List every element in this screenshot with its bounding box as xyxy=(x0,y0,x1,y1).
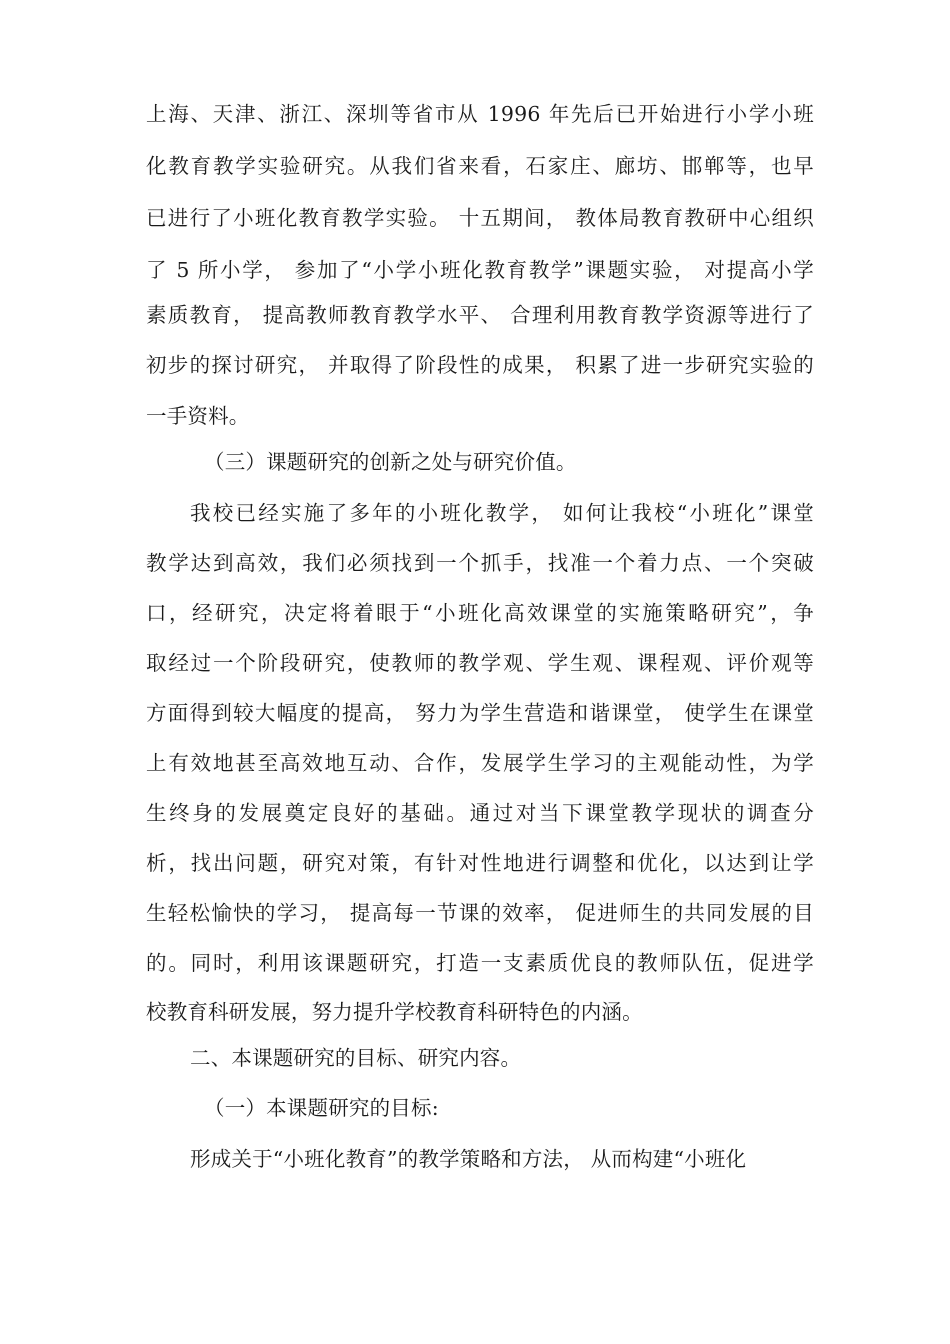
paragraph-line: 析，找出问题，研究对策，有针对性地进行调整和优化，以达到让学 xyxy=(146,851,814,875)
paragraph-line: 的。同时，利用该课题研究，打造一支素质优良的教师队伍，促进学 xyxy=(146,951,814,975)
paragraph-line: 我校已经实施了多年的小班化教学， 如何让我校“小班化”课堂 xyxy=(190,501,814,525)
paragraph-line: 生终身的发展奠定良好的基础。通过对当下课堂教学现状的调查分 xyxy=(146,801,814,825)
paragraph-line: 口，经研究，决定将着眼于“小班化高效课堂的实施策略研究”，争 xyxy=(146,601,814,625)
paragraph-line: 已进行了小班化教育教学实验。 十五期间， 教体局教育教研中心组织 xyxy=(146,206,814,230)
paragraph-line: 形成关于“小班化教育”的教学策略和方法， 从而构建“小班化 xyxy=(190,1147,747,1171)
paragraph-line: 了 5 所小学， 参加了“小学小班化教育教学”课题实验， 对提高小学 xyxy=(146,258,814,282)
paragraph-line: 上有效地甚至高效地互动、合作，发展学生学习的主观能动性，为学 xyxy=(146,751,814,775)
paragraph-line: 素质教育， 提高教师教育教学水平、 合理利用教育教学资源等进行了 xyxy=(146,303,814,327)
section-heading: 二、本课题研究的目标、研究内容。 xyxy=(190,1046,522,1070)
paragraph-line: 化教育教学实验研究。从我们省来看，石家庄、廊坊、邯郸等，也早 xyxy=(146,154,814,178)
paragraph-line: 取经过一个阶段研究，使教师的教学观、学生观、课程观、评价观等 xyxy=(146,651,814,675)
paragraph-line: 校教育科研发展，努力提升学校教育科研特色的内涵。 xyxy=(146,1000,643,1024)
paragraph-line: 方面得到较大幅度的提高， 努力为学生营造和谐课堂， 使学生在课堂 xyxy=(146,701,814,725)
subsection-heading: （一）本课题研究的目标: xyxy=(204,1096,439,1120)
paragraph-line: 一手资料。 xyxy=(146,404,250,428)
paragraph-line: 生轻松愉快的学习， 提高每一节课的效率， 促进师生的共同发展的目 xyxy=(146,901,814,925)
paragraph-line: 初步的探讨研究， 并取得了阶段性的成果， 积累了进一步研究实验的 xyxy=(146,353,814,377)
section-heading: （三）课题研究的创新之处与研究价值。 xyxy=(204,450,577,474)
paragraph-line: 教学达到高效，我们必须找到一个抓手，找准一个着力点、一个突破 xyxy=(146,551,814,575)
paragraph-line: 上海、天津、浙江、深圳等省市从 1996 年先后已开始进行小学小班 xyxy=(146,102,814,126)
